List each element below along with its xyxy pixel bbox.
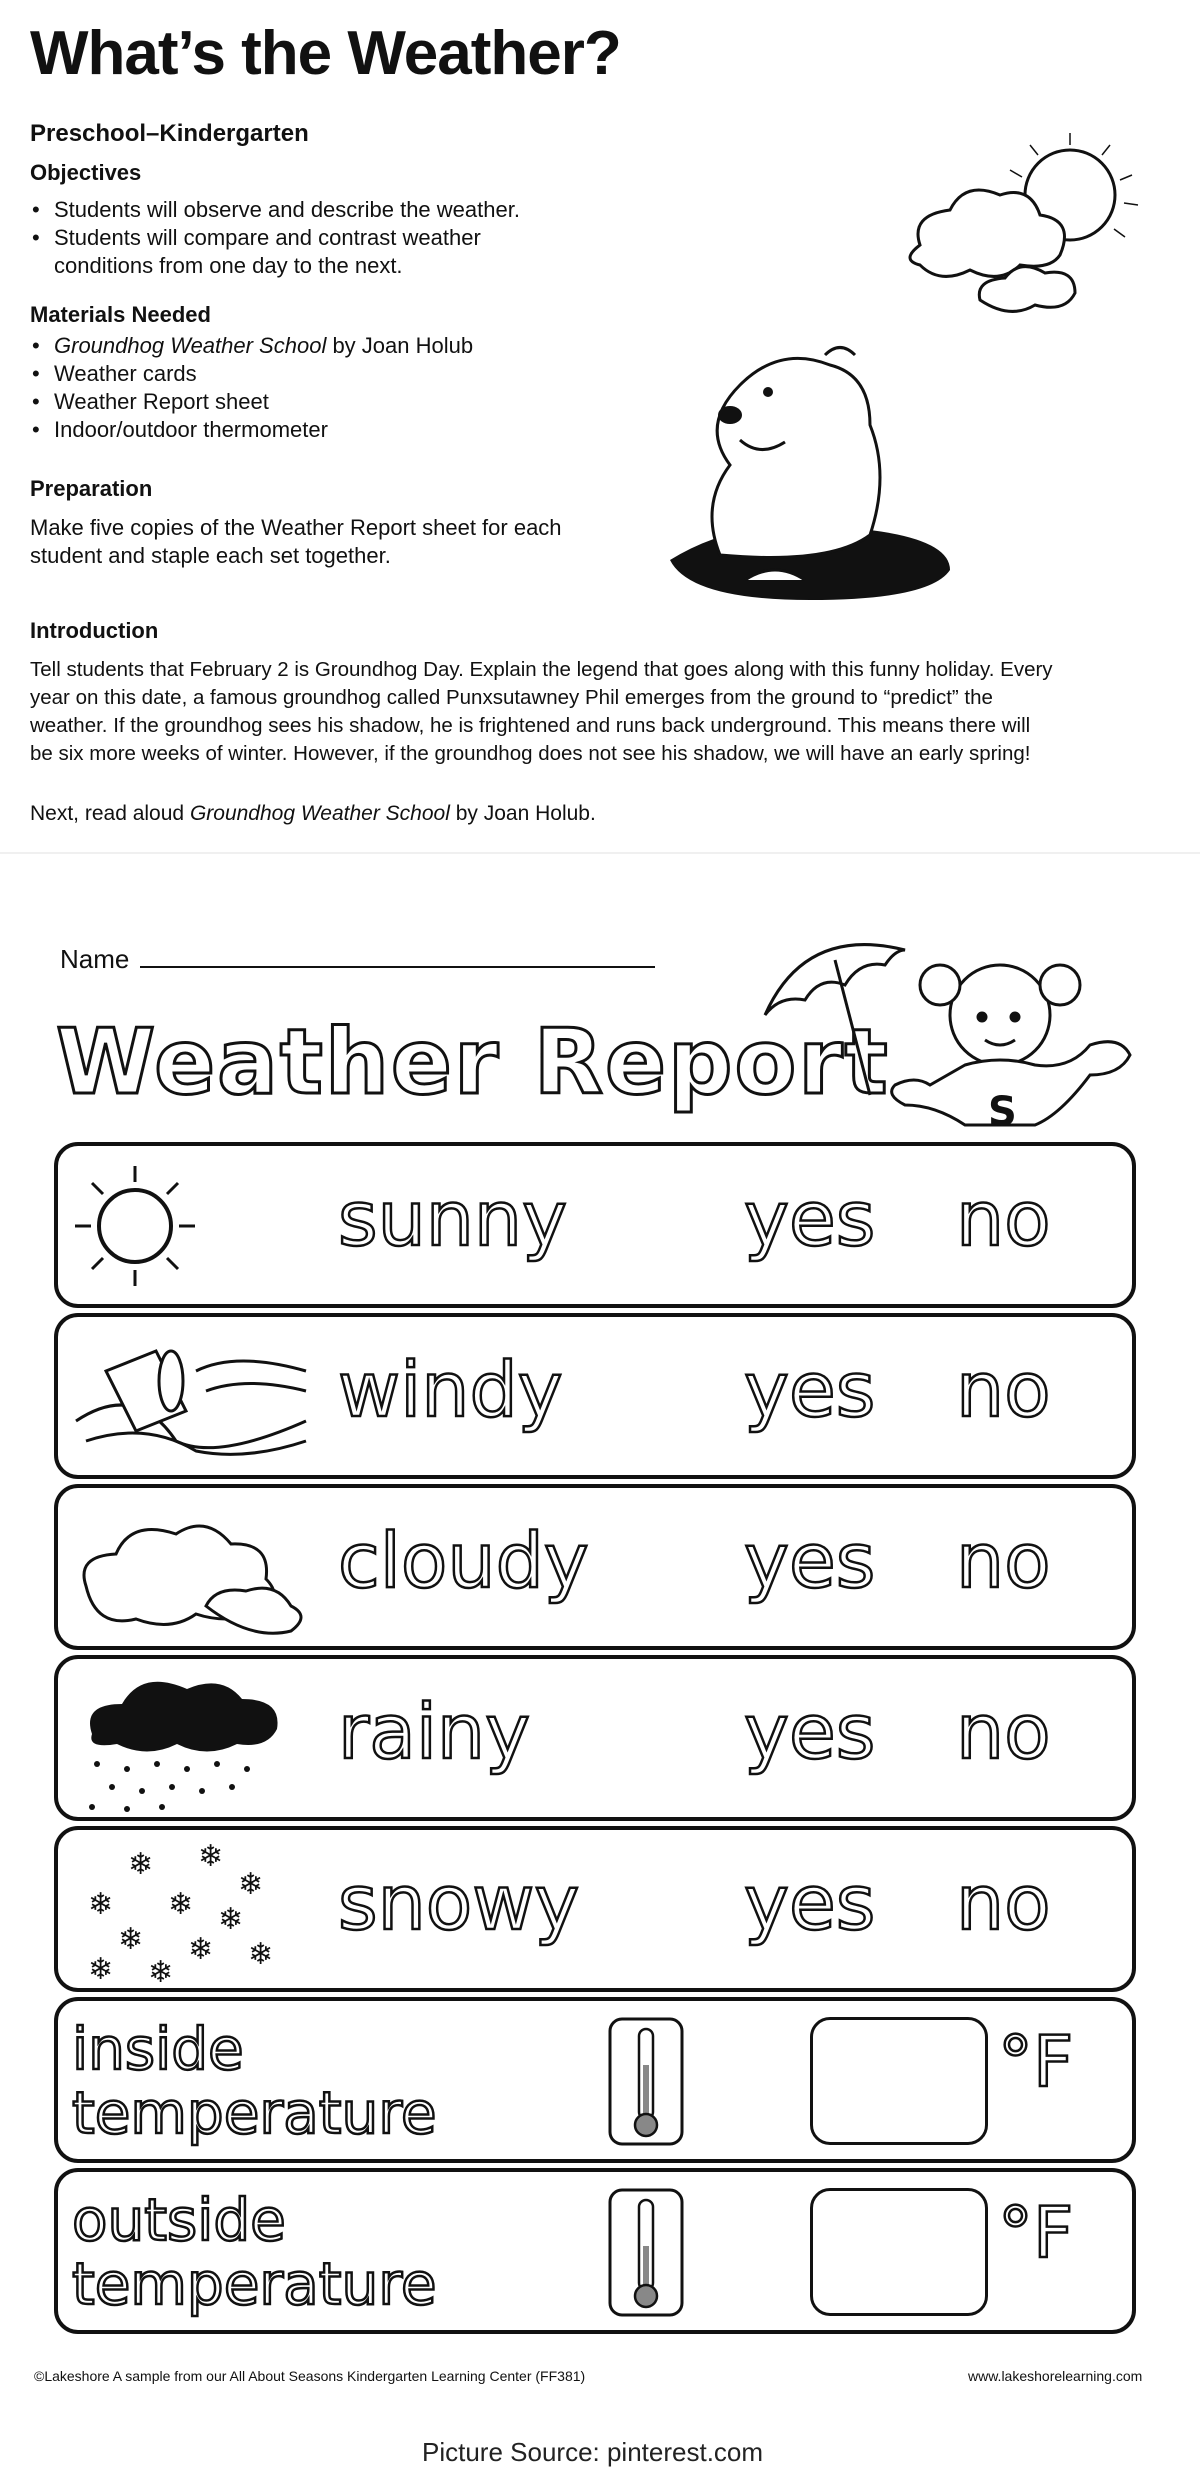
temperature-row-inside — [54, 1997, 1136, 2163]
temperature-label-line: temperature — [72, 2250, 437, 2318]
yes-option[interactable]: yes — [744, 1345, 876, 1434]
footer-website[interactable]: www.lakeshorelearning.com — [968, 2368, 1143, 2384]
svg-text:❄: ❄ — [248, 1937, 274, 1972]
objectives-continuation: conditions from one day to the next. — [54, 253, 403, 278]
no-option[interactable]: no — [956, 1687, 1051, 1776]
temperature-label — [72, 2188, 437, 2316]
objectives-heading: Objectives — [30, 160, 142, 185]
no-option[interactable]: no — [956, 1858, 1051, 1947]
fahrenheit-unit: °F — [998, 2192, 1074, 2274]
page-title: What’s the Weather? — [30, 19, 621, 88]
snowflake-icon — [88, 1844, 298, 1984]
no-option[interactable]: no — [956, 1345, 1051, 1434]
fahrenheit-unit: °F — [998, 2021, 1074, 2103]
wind-icon — [66, 1331, 316, 1466]
thermometer-icon — [606, 2015, 686, 2150]
materials-list — [30, 332, 473, 444]
sun-icon — [70, 1164, 200, 1289]
cloud-icon — [66, 1506, 316, 1636]
weather-word: cloudy — [338, 1516, 589, 1605]
temperature-label-line: temperature — [72, 2079, 437, 2147]
text-line: be six more weeks of winter. However, if the groundhog does not see his shadow, we will have an early spring! — [30, 742, 1031, 765]
temperature-entry-box[interactable] — [810, 2188, 988, 2316]
grade-level: Preschool–Kindergarten — [30, 120, 309, 147]
rain-cloud-icon — [72, 1669, 312, 1814]
yes-option[interactable]: yes — [744, 1687, 876, 1776]
list-item: • Students will compare and contrast weather — [54, 224, 520, 252]
text-line: Tell students that February 2 is Groundhog Day. Explain the legend that goes along with this funny holiday. Every — [30, 658, 1053, 681]
temperature-label — [72, 2017, 437, 2145]
yes-option[interactable]: yes — [744, 1516, 876, 1605]
sun-clouds-illustration — [870, 125, 1170, 335]
yes-option[interactable]: yes — [744, 1858, 876, 1947]
svg-text:❄: ❄ — [198, 1844, 224, 1874]
name-line[interactable] — [140, 966, 655, 968]
svg-text:❄: ❄ — [88, 1952, 114, 1984]
preparation-heading: Preparation — [30, 476, 153, 501]
text-suffix: by Joan Holub. — [449, 802, 596, 825]
weather-row-sunny — [54, 1142, 1136, 1308]
book-title: Groundhog Weather School — [189, 802, 450, 825]
girl-umbrella-illustration — [760, 925, 1160, 1145]
list-item: • Weather cards — [54, 360, 473, 388]
text-line: Make five copies of the Weather Report sheet for each — [30, 515, 562, 540]
temperature-label-line: outside — [72, 2186, 286, 2254]
no-option[interactable]: no — [956, 1516, 1051, 1605]
list-item — [54, 332, 473, 360]
temperature-entry-box[interactable] — [810, 2017, 988, 2145]
svg-text:❄: ❄ — [218, 1902, 244, 1937]
picture-source[interactable]: Picture Source: pinterest.com — [422, 2437, 764, 2467]
list-item: • Students will observe and describe the weather. — [54, 196, 520, 224]
book-title: Groundhog Weather School — [54, 333, 327, 358]
shirt-letter: S — [988, 1089, 1017, 1135]
temperature-row-outside — [54, 2168, 1136, 2334]
svg-text:❄: ❄ — [168, 1887, 194, 1922]
weather-report-title: Weather Report — [56, 1010, 890, 1115]
materials-heading: Materials Needed — [30, 302, 211, 327]
weather-row-windy — [54, 1313, 1136, 1479]
svg-text:❄: ❄ — [88, 1887, 114, 1922]
svg-text:❄: ❄ — [188, 1932, 214, 1967]
text-prefix: Next, read aloud — [30, 802, 190, 825]
yes-option[interactable]: yes — [744, 1174, 876, 1263]
svg-text:❄: ❄ — [118, 1922, 144, 1957]
section-divider — [0, 852, 1200, 854]
weather-row-snowy — [54, 1826, 1136, 1992]
weather-word: snowy — [338, 1858, 580, 1947]
text-line: student and staple each set together. — [30, 543, 391, 568]
next-read-aloud — [30, 800, 596, 828]
list-item: • Weather Report sheet — [54, 388, 473, 416]
introduction-heading: Introduction — [30, 618, 159, 643]
groundhog-illustration — [650, 320, 970, 630]
no-option[interactable]: no — [956, 1174, 1051, 1263]
svg-text:❄: ❄ — [128, 1847, 154, 1882]
weather-word: sunny — [338, 1174, 568, 1263]
svg-text:❄: ❄ — [238, 1867, 264, 1902]
objectives-list — [30, 196, 520, 252]
weather-word: windy — [338, 1345, 563, 1434]
list-item: • Indoor/outdoor thermometer — [54, 416, 473, 444]
temperature-label-line: inside — [72, 2015, 244, 2083]
text-line: weather. If the groundhog sees his shadow, he is frightened and runs back underground. This means there will — [30, 714, 1031, 737]
svg-text:❄: ❄ — [148, 1955, 174, 1984]
name-label: Name — [60, 944, 130, 974]
weather-row-rainy — [54, 1655, 1136, 1821]
preparation-text — [30, 514, 562, 570]
weather-word: rainy — [338, 1687, 531, 1776]
weather-row-cloudy — [54, 1484, 1136, 1650]
thermometer-icon — [606, 2186, 686, 2321]
book-author: by Joan Holub — [326, 333, 474, 358]
text-line: year on this date, a famous groundhog called Punxsutawney Phil emerges from the ground to “predict” the — [30, 686, 993, 709]
introduction-text — [30, 656, 1053, 768]
footer-credit: ©Lakeshore A sample from our All About Seasons Kindergarten Learning Center (FF381) — [34, 2368, 586, 2384]
